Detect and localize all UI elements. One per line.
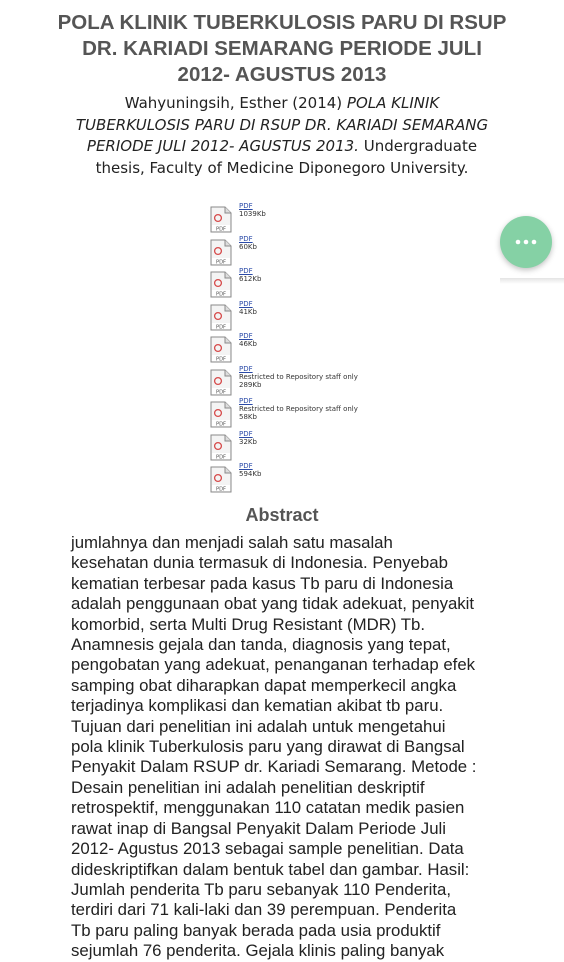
svg-text:PDF: PDF <box>215 226 227 233</box>
svg-text:PDF: PDF <box>215 453 227 460</box>
citation-authors: Wahyuningsih, Esther (2014) <box>124 94 343 112</box>
fab-shadow <box>500 278 564 284</box>
abstract-line: Tb paru paling banyak berada pada usia produktif <box>71 920 441 940</box>
file-download-link[interactable]: PDF <box>239 364 253 373</box>
file-item <box>210 462 410 495</box>
file-item <box>210 235 410 268</box>
pdf-file-icon[interactable] <box>210 271 232 298</box>
file-download-link[interactable]: PDF <box>239 234 253 243</box>
pdf-file-icon[interactable] <box>210 336 232 363</box>
file-size: 32Kb <box>239 437 257 446</box>
page-title: POLA KLINIK TUBERKULOSIS PARU DI RSUP DR. KARIADI SEMARANG PERIODE JULI 2012- AGUSTUS 2013 <box>57 11 507 86</box>
file-download-link[interactable]: PDF <box>239 299 253 308</box>
file-item <box>210 267 410 300</box>
file-item <box>210 202 410 235</box>
abstract-line: terdiri dari 71 kali-laki dan 39 perempuan. Penderita <box>71 900 457 920</box>
file-size: 41Kb <box>239 307 257 316</box>
file-download-link[interactable]: PDF <box>239 202 253 210</box>
file-item <box>210 300 410 333</box>
file-access-note: Restricted to Repository staff only <box>239 372 358 381</box>
pdf-file-icon[interactable] <box>210 369 232 396</box>
file-info <box>239 300 257 316</box>
file-download-link[interactable]: PDF <box>239 332 253 340</box>
file-size: 58Kb <box>239 413 257 422</box>
pdf-file-icon[interactable] <box>210 304 232 331</box>
citation-type: Undergraduate thesis, Faculty of Medicine Diponegoro University. <box>95 137 478 177</box>
file-download-link[interactable]: PDF <box>239 462 253 470</box>
svg-text:PDF: PDF <box>215 388 227 395</box>
file-access-note: Restricted to Repository staff only <box>239 405 358 414</box>
abstract-line: dideskriptifkan dalam bentuk tabel dan gambar. Hasil: <box>71 859 470 879</box>
file-info <box>239 462 261 478</box>
file-download-link[interactable]: PDF <box>239 267 253 275</box>
file-item <box>210 397 410 430</box>
file-download-link[interactable]: PDF <box>239 429 253 438</box>
pdf-file-icon[interactable] <box>210 434 232 461</box>
abstract-line: samping obat diharapkan dapat memperkecil angka <box>71 675 457 695</box>
file-info <box>239 365 358 390</box>
svg-text:PDF: PDF <box>215 258 227 265</box>
svg-text:PDF: PDF <box>215 356 227 363</box>
abstract-line: adalah penggunaan obat yang tidak adekuat, penyakit <box>71 594 475 614</box>
abstract-line: jumlahnya dan menjadi salah satu masalah <box>71 533 393 552</box>
file-size: 594Kb <box>239 470 262 479</box>
abstract-line: Tujuan dari penelitian ini adalah untuk mengetahui <box>71 716 446 736</box>
abstract-line: kesehatan dunia termasuk di Indonesia. Penyebab <box>71 553 448 573</box>
file-info <box>239 430 257 446</box>
abstract-line: rawat inap di Bangsal Penyakit Dalam Periode Juli <box>71 818 446 838</box>
file-info <box>239 202 266 218</box>
abstract-line: Penyakit Dalam RSUP dr. Kariadi Semarang. Metode : <box>71 757 477 777</box>
pdf-file-icon[interactable] <box>210 401 232 428</box>
file-size: 46Kb <box>239 340 257 349</box>
svg-text:PDF: PDF <box>215 421 227 428</box>
file-size: 612Kb <box>239 275 262 284</box>
abstract-heading: Abstract <box>245 505 319 525</box>
more-horizontal-icon <box>515 239 537 245</box>
abstract-body <box>71 533 499 962</box>
abstract-line: kematian terbesar pada kasus Tb paru di Indonesia <box>71 573 454 593</box>
file-info <box>239 235 257 251</box>
citation <box>70 93 494 179</box>
file-list <box>210 202 410 495</box>
abstract-line: komorbid, serta Multi Drug Resistant (MDR) Tb. <box>71 614 426 634</box>
svg-text:PDF: PDF <box>215 291 227 298</box>
file-item <box>210 332 410 365</box>
file-info <box>239 267 261 283</box>
file-info <box>239 397 358 422</box>
pdf-file-icon[interactable] <box>210 206 232 233</box>
citation-work-title: POLA KLINIK TUBERKULOSIS PARU DI RSUP DR. KARIADI SEMARANG PERIODE JULI 2012- AGUSTUS 2013. <box>75 94 489 155</box>
abstract-line: terjadinya komplikasi dan kematian akibat tb paru. <box>71 696 444 716</box>
file-size: 1039Kb <box>239 210 266 219</box>
file-item <box>210 430 410 463</box>
abstract-line: pola klinik Tuberkulosis paru yang dirawat di Bangsal <box>71 737 465 757</box>
abstract-line: 2012- Agustus 2013 sebagai sample penelitian. Data <box>71 839 464 859</box>
file-item <box>210 365 410 398</box>
svg-text:PDF: PDF <box>215 323 227 330</box>
file-info <box>239 332 257 348</box>
more-options-button[interactable] <box>500 216 552 268</box>
file-size: 289Kb <box>239 380 262 389</box>
file-download-link[interactable]: PDF <box>239 397 253 405</box>
abstract-line: sejumlah 76 penderita. Gejala klinis paling banyak <box>71 941 445 961</box>
abstract-line: Jumlah penderita Tb paru sebanyak 110 Penderita, <box>71 879 452 899</box>
file-size: 60Kb <box>239 242 257 251</box>
abstract-line: Anamnesis gejala dan tanda, diagnosis yang tepat, <box>71 635 451 655</box>
pdf-file-icon[interactable] <box>210 466 232 493</box>
abstract-line: pengobatan yang adekuat, penanganan terhadap efek <box>71 655 476 675</box>
abstract-line: retrospektif, menggunakan 110 catatan medik pasien <box>71 798 465 818</box>
svg-text:PDF: PDF <box>215 486 227 493</box>
pdf-file-icon[interactable] <box>210 239 232 266</box>
abstract-line: Desain penelitian ini adalah penelitian deskriptif <box>71 777 425 797</box>
